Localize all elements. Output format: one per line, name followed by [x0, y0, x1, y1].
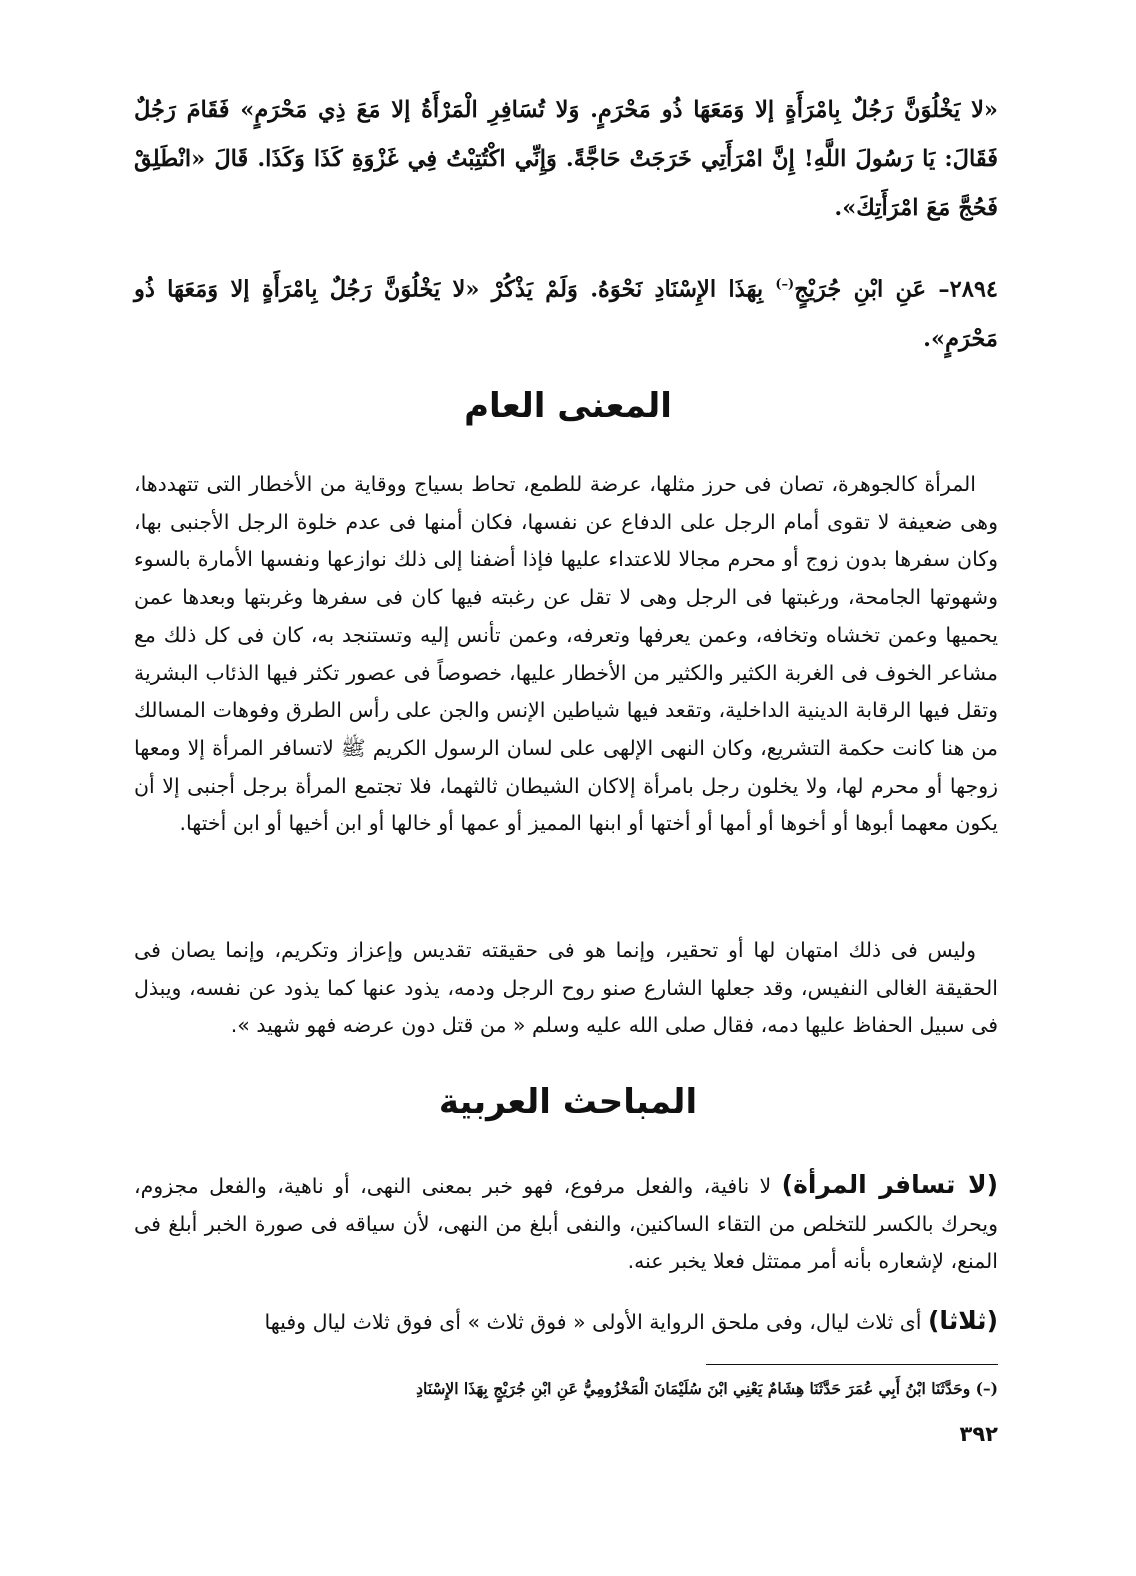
page-number: ٣٩٢ [959, 1422, 998, 1446]
paragraph-text: لا نافية، والفعل مرفوع، فهو خبر بمعنى النهى، أو ناهية، والفعل مجزوم، ويحرك بالكسر للتخلص من التقاء الساكنين، والنفى أبلغ من النهى، لأن سياقه فى صورة الخبر أبلغ فى المنع، لإشعاره بأنه أمر ممتثل فعلا يخبر عنه. [134, 1174, 998, 1274]
footnote: (–) وحَدَّثَنَا ابْنُ أَبِي عُمَرَ حَدَّثَنَا هِشَامٌ يَعْنِي ابْنَ سُلَيْمَانَ الْمَخْزُومِيُّ عَنِ ابْنِ جُرَيْجٍ بِهَذَا الإِسْنَادِ [416, 1379, 998, 1398]
section-heading-grammar: المباحث العربية [438, 1082, 698, 1122]
hadith-body: بِهَذَا الإِسْنَادِ نَحْوَهُ. وَلَمْ يَذْكُرْ «لا يَخْلُوَنَّ رَجُلٌ بِامْرَأَةٍ إلا وَمَعَهَا ذُو مَحْرَمٍ». [134, 276, 998, 352]
paragraph-text: أى ثلاث ليال، وفى ملحق الرواية الأولى « فوق ثلاث » أى فوق ثلاث ليال وفيها [264, 1310, 928, 1334]
footnote-separator [706, 1364, 998, 1365]
hadith-number: ٢٨٩٤ [949, 276, 998, 303]
grammar-paragraph-2 [134, 1302, 998, 1342]
hadith-text-2894 [134, 260, 998, 364]
paragraph-text: وليس فى ذلك امتهان لها أو تحقير، وإنما هو فى حقيقته تقديس وإعزاز وتكريم، وإنما يصان فى الحقيقة الغالى النفيس، وقد جعلها الشارع صنو روح الرجل ودمه، يذود عنها كما يذود عن نفسه، ويبذل فى سبيل الحفاظ عليها دمه، فقال صلى الله عليه وسلم « من قتل دون عرضه فهو شهيد ». [134, 938, 998, 1038]
hadith-text-2893 [134, 86, 998, 233]
general-meaning-paragraph-1 [134, 466, 998, 843]
grammar-paragraph-1 [134, 1166, 998, 1281]
hadith-narrator: – عَنِ ابْنِ جُرَيْجٍ [794, 276, 950, 303]
footnote-marker: (–) [775, 277, 795, 292]
paragraph-text: المرأة كالجوهرة، تصان فى حرز مثلها، عرضة للطمع، تحاط بسياج ووقاية من الأخطار التى تتهددها، وهى ضعيفة لا تقوى أمام الرجل على الدفاع عن نفسها، فكان أمنها فى عدم خلوة الرجل الأجنبى بها، وكان سفرها بدون زوج أو محرم مجالا للاعتداء عليها فإذا أضفنا إلى ذلك نوازعها ونفسها الأمارة بالسوء وشهوتها الجامحة، ورغبتها فى الرجل وهى لا تقل عن رغبته فيها كان فى سفرها وغربتها وبعدها عمن يحميها وعمن تخشاه وتخافه، وعمن يعرفها وتعرفه، وعمن تأنس إليه وتستنجد به، كان فى كل ذلك مع مشاعر الخوف فى الغربة الكثير والكثير من الأخطار عليها، خصوصاً فى عصور تكثر فيها الذئاب البشرية وتقل فيها الرقابة الدينية الداخلية، وتقعد فيها شياطين الإنس والجن على رأس الطرق وفوهات المسالك من هنا كانت حكمة التشريع، وكان النهى الإلهى على لسان الرسول الكريم ﷺ لاتسافر المرأة إلا ومعها زوجها أو محرم لها، ولا يخلون رجل بامرأة إلاكان الشيطان ثالثهما، فلا تجتمع المرأة برجل أجنبى إلا أن يكون معهما أبوها أو أخوها أو أمها أو أختها أو ابنها المميز أو عمها أو خالها أو ابن أخيها أو ابن أختها. [134, 472, 998, 836]
section-heading-general-meaning: المعنى العام [464, 386, 672, 426]
general-meaning-paragraph-2 [134, 932, 998, 1045]
grammar-term: (لا تسافر المرأة) [781, 1170, 999, 1199]
grammar-term: (ثلاثا) [928, 1306, 998, 1335]
hadith-body: «لا يَخْلُوَنَّ رَجُلٌ بِامْرَأَةٍ إلا وَمَعَهَا ذُو مَحْرَمٍ. وَلا تُسَافِرِ الْمَرْأَةُ إلا مَعَ ذِي مَحْرَمٍ» فَقَامَ رَجُلٌ فَقَالَ: يَا رَسُولَ اللَّهِ! إِنَّ امْرَأَتِي خَرَجَتْ حَاجَّةً. وَإِنِّي اكْتُتِبْتُ فِي غَزْوَةِ كَذَا وَكَذَا. قَالَ «انْطَلِقْ فَحُجَّ مَعَ امْرَأَتِكَ». [134, 97, 998, 221]
